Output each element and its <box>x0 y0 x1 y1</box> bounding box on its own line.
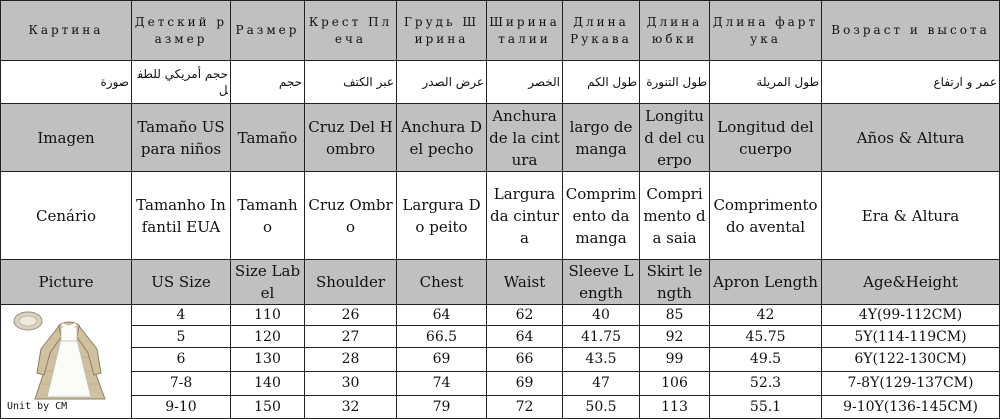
header-cell: عبر الكتف <box>305 61 397 104</box>
header-cell: Tamaño <box>231 104 305 172</box>
table-cell: 42 <box>710 305 822 326</box>
header-cell: Anchura de la cintura <box>487 104 563 172</box>
header-cell: Anchura Del pecho <box>397 104 487 172</box>
table-cell: 69 <box>487 371 563 395</box>
table-cell: 55.1 <box>710 395 822 418</box>
header-row-portuguese <box>1 172 1000 260</box>
header-cell: Tamaño US para niños <box>132 104 231 172</box>
header-cell: Picture <box>1 260 132 305</box>
table-row <box>1 371 1000 395</box>
table-cell: 120 <box>231 326 305 348</box>
header-cell: عمر و ارتفاع <box>822 61 1000 104</box>
header-cell: طول التنورة <box>640 61 710 104</box>
table-cell: 32 <box>305 395 397 418</box>
header-cell: Размер <box>231 1 305 61</box>
table-cell: 92 <box>640 326 710 348</box>
header-row-russian <box>1 1 1000 61</box>
table-cell: 79 <box>397 395 487 418</box>
header-cell: Size Label <box>231 260 305 305</box>
header-cell: صورة <box>1 61 132 104</box>
table-cell: 7-8Y(129-137CM) <box>822 371 1000 395</box>
header-cell: الخصر <box>487 61 563 104</box>
product-picture-cell <box>1 305 132 419</box>
table-cell: 27 <box>305 326 397 348</box>
header-cell: Comprimento da saia <box>640 172 710 260</box>
header-cell: طول الكم <box>563 61 640 104</box>
unit-note: Unit by CM <box>7 401 68 412</box>
table-cell: 43.5 <box>563 348 640 371</box>
table-cell: 6Y(122-130CM) <box>822 348 1000 371</box>
table-cell: 40 <box>563 305 640 326</box>
table-cell: 130 <box>231 348 305 371</box>
table-cell: 74 <box>397 371 487 395</box>
header-row-english <box>1 260 1000 305</box>
header-cell: largo de manga <box>563 104 640 172</box>
header-row-spanish <box>1 104 1000 172</box>
header-cell: Cruz Ombro <box>305 172 397 260</box>
header-cell: Длина Рукава <box>563 1 640 61</box>
header-cell: عرض الصدر <box>397 61 487 104</box>
table-cell: 64 <box>487 326 563 348</box>
header-cell: US Size <box>132 260 231 305</box>
table-cell: 41.75 <box>563 326 640 348</box>
header-cell: Длина фартука <box>710 1 822 61</box>
table-cell: 4Y(99-112CM) <box>822 305 1000 326</box>
table-cell: 66 <box>487 348 563 371</box>
header-cell: حجم <box>231 61 305 104</box>
header-cell: Chest <box>397 260 487 305</box>
header-cell: Shoulder <box>305 260 397 305</box>
header-cell: Imagen <box>1 104 132 172</box>
table-cell: 7-8 <box>132 371 231 395</box>
header-cell: Грудь Ширина <box>397 1 487 61</box>
header-cell: Comprimento do avental <box>710 172 822 260</box>
header-cell: Картина <box>1 1 132 61</box>
table-cell: 52.3 <box>710 371 822 395</box>
header-cell: Largura Do peito <box>397 172 487 260</box>
header-cell: Крест Плеча <box>305 1 397 61</box>
table-cell: 110 <box>231 305 305 326</box>
header-cell: Waist <box>487 260 563 305</box>
table-row <box>1 348 1000 371</box>
header-cell: Skirt length <box>640 260 710 305</box>
table-cell: 85 <box>640 305 710 326</box>
header-cell: Comprimento da manga <box>563 172 640 260</box>
table-cell: 72 <box>487 395 563 418</box>
table-row <box>1 305 1000 326</box>
header-cell: Tamanho Infantil EUA <box>132 172 231 260</box>
header-cell: حجم أمريكي للطفل <box>132 61 231 104</box>
header-cell: Sleeve Length <box>563 260 640 305</box>
table-cell: 64 <box>397 305 487 326</box>
header-cell: Детский размер <box>132 1 231 61</box>
table-cell: 106 <box>640 371 710 395</box>
table-cell: 9-10Y(136-145CM) <box>822 395 1000 418</box>
header-cell: Cruz Del Hombro <box>305 104 397 172</box>
table-cell: 28 <box>305 348 397 371</box>
table-cell: 6 <box>132 348 231 371</box>
table-cell: 50.5 <box>563 395 640 418</box>
table-cell: 62 <box>487 305 563 326</box>
table-cell: 69 <box>397 348 487 371</box>
header-cell: Age&Height <box>822 260 1000 305</box>
table-cell: 140 <box>231 371 305 395</box>
table-cell: 150 <box>231 395 305 418</box>
table-cell: 99 <box>640 348 710 371</box>
table-cell: 5Y(114-119CM) <box>822 326 1000 348</box>
header-row-arabic <box>1 61 1000 104</box>
table-cell: 5 <box>132 326 231 348</box>
header-cell: Ширина талии <box>487 1 563 61</box>
header-cell: Era & Altura <box>822 172 1000 260</box>
table-row <box>1 395 1000 418</box>
header-cell: Longitud del cuerpo <box>710 104 822 172</box>
table-cell: 45.75 <box>710 326 822 348</box>
table-cell: 47 <box>563 371 640 395</box>
table-cell: 26 <box>305 305 397 326</box>
table-cell: 113 <box>640 395 710 418</box>
table-cell: 4 <box>132 305 231 326</box>
table-cell: 66.5 <box>397 326 487 348</box>
header-cell: Largura da cintura <box>487 172 563 260</box>
table-cell: 9-10 <box>132 395 231 418</box>
header-cell: Возраст и высота <box>822 1 1000 61</box>
table-cell: 49.5 <box>710 348 822 371</box>
header-cell: Cenário <box>1 172 132 260</box>
header-cell: Apron Length <box>710 260 822 305</box>
table-row <box>1 326 1000 348</box>
dress-icon <box>11 309 121 405</box>
header-cell: Длина юбки <box>640 1 710 61</box>
table-cell: 30 <box>305 371 397 395</box>
header-cell: Tamanho <box>231 172 305 260</box>
header-cell: Años & Altura <box>822 104 1000 172</box>
header-cell: طول المريلة <box>710 61 822 104</box>
header-cell: Longitud del cuerpo <box>640 104 710 172</box>
